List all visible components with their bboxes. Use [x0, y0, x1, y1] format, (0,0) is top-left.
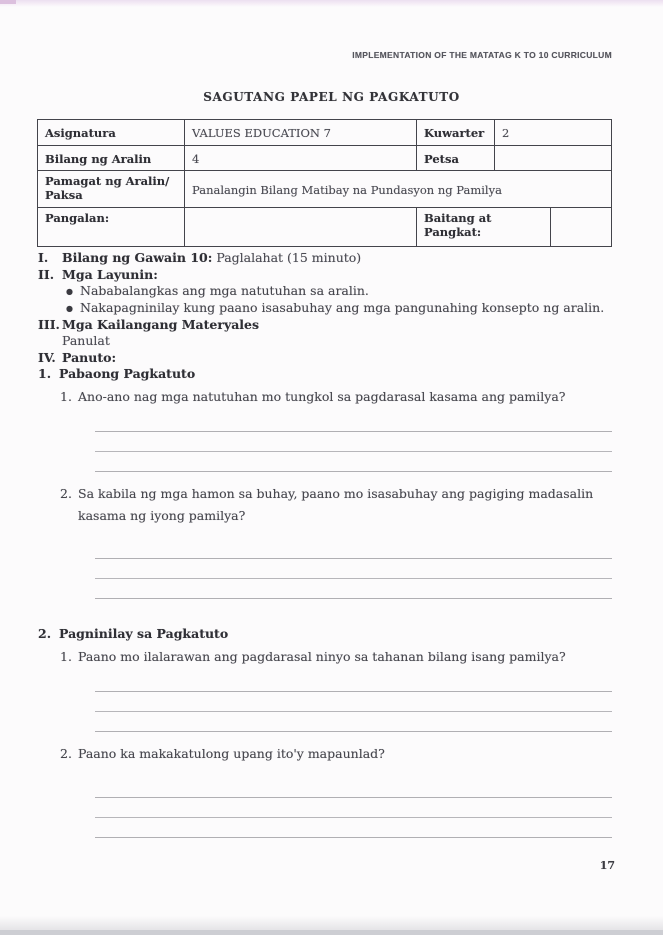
- section-heading: Mga Layunin:: [62, 266, 158, 282]
- section-numeral: IV.: [38, 349, 56, 365]
- materyales-item: Panulat: [62, 333, 110, 349]
- pamagat-label: Pamagat ng Aralin/ Paksa: [45, 174, 170, 202]
- section-numeral: I.: [38, 250, 49, 265]
- question-number: 1.: [60, 388, 72, 404]
- answer-line: [95, 798, 612, 818]
- question-block: [38, 386, 612, 408]
- question-text: Paano ka makakatulong upang ito'y mapaunlad?: [78, 746, 385, 762]
- scan-top-band: [0, 0, 663, 7]
- pamagat-value: Panalangin Bilang Matibay na Pundasyon ng Pamilya: [184, 171, 611, 207]
- answer-line: [95, 712, 612, 732]
- kuwarter-value: 2: [494, 120, 611, 145]
- petsa-label: Petsa: [416, 146, 494, 170]
- answer-lines-group: [95, 539, 612, 599]
- answer-line: [95, 452, 612, 472]
- petsa-value: [494, 146, 611, 170]
- baitang-at-pangkat-value: [550, 208, 611, 246]
- question-text: Ano-ano nag mga natutuhan mo tungkol sa pagdarasal kasama ang pamilya?: [78, 388, 566, 404]
- answer-line: [95, 432, 612, 452]
- question-number: 2.: [60, 746, 72, 762]
- answer-line: [95, 579, 612, 599]
- question-number: 1.: [60, 648, 72, 664]
- baitang-at-pangkat-label: Baitang at Pangkat:: [416, 208, 550, 246]
- bilang-ng-aralin-label: Bilang ng Aralin: [45, 151, 152, 166]
- question-block: [38, 483, 612, 526]
- activity-title: Pagninilay sa Pagkatuto: [59, 626, 229, 642]
- worksheet-body: [38, 250, 612, 838]
- answer-line: [95, 818, 612, 838]
- question-number: 2.: [60, 486, 72, 502]
- activity-number: 2.: [38, 626, 52, 642]
- pangalan-label: Pangalan:: [45, 211, 110, 225]
- pangalan-value: [184, 208, 416, 246]
- page-number: 17: [599, 859, 615, 872]
- question-block: [38, 646, 612, 668]
- table-row: [38, 120, 611, 145]
- section-numeral: II.: [38, 266, 55, 282]
- answer-lines-group: [95, 412, 612, 472]
- layunin-bullet: ● Nakapagninilay kung paano isasabuhay ang mga pangunahing konsepto ng aralin.: [80, 300, 612, 317]
- section-heading: Panuto:: [62, 349, 117, 365]
- question-block: [38, 743, 612, 765]
- activity-number: 1.: [38, 366, 52, 382]
- answer-line: [95, 692, 612, 712]
- section-panuto: [38, 350, 612, 367]
- question-text: Sa kabila ng mga hamon sa buhay, paano mo isasabuhay ang pagiging madasalin kasama ng iyong pamilya?: [78, 486, 594, 523]
- answer-lines-group: [95, 778, 612, 838]
- table-row: [38, 145, 611, 170]
- activity-heading-pagninilay-sa-pagkatuto: [38, 626, 612, 643]
- lesson-info-table: [37, 119, 612, 247]
- activity-heading-pabaong-pagkatuto: [38, 366, 612, 383]
- layunin-bullet: ● Nababalangkas ang mga natutuhan sa aralin.: [80, 283, 612, 300]
- answer-lines-group: [95, 672, 612, 732]
- layunin-bullet-list: [38, 283, 612, 317]
- section-numeral: III.: [38, 316, 60, 332]
- section-text: Paglalahat (15 minuto): [216, 250, 362, 265]
- table-row: [38, 170, 611, 207]
- section-heading: Mga Kailangang Materyales: [62, 316, 260, 332]
- section-bilang-ng-gawain: [38, 250, 612, 267]
- activity-title: Pabaong Pagkatuto: [59, 366, 196, 382]
- asignatura-label: Asignatura: [45, 126, 116, 140]
- kuwarter-label: Kuwarter: [416, 120, 494, 145]
- answer-line: [95, 672, 612, 692]
- curriculum-header-note: IMPLEMENTATION OF THE MATATAG K TO 10 CURRICULUM: [352, 50, 612, 60]
- answer-line: [95, 412, 612, 432]
- bilang-ng-aralin-value: 4: [184, 146, 416, 170]
- scan-corner-artifact: [0, 0, 16, 4]
- section-materyales: [38, 317, 612, 334]
- answer-line: [95, 778, 612, 798]
- section-mga-layunin: [38, 267, 612, 284]
- scan-bottom-band: [0, 930, 663, 935]
- question-text: Paano mo ilalarawan ang pagdarasal ninyo sa tahanan bilang isang pamilya?: [78, 648, 566, 664]
- page-title: SAGUTANG PAPEL NG PAGKATUTO: [203, 90, 460, 104]
- answer-line: [95, 539, 612, 559]
- scan-bottom-shadow: [0, 916, 663, 930]
- section-heading: Bilang ng Gawain 10:: [62, 250, 213, 265]
- answer-line: [95, 559, 612, 579]
- table-row: [38, 207, 611, 246]
- asignatura-value: VALUES EDUCATION 7: [184, 120, 416, 145]
